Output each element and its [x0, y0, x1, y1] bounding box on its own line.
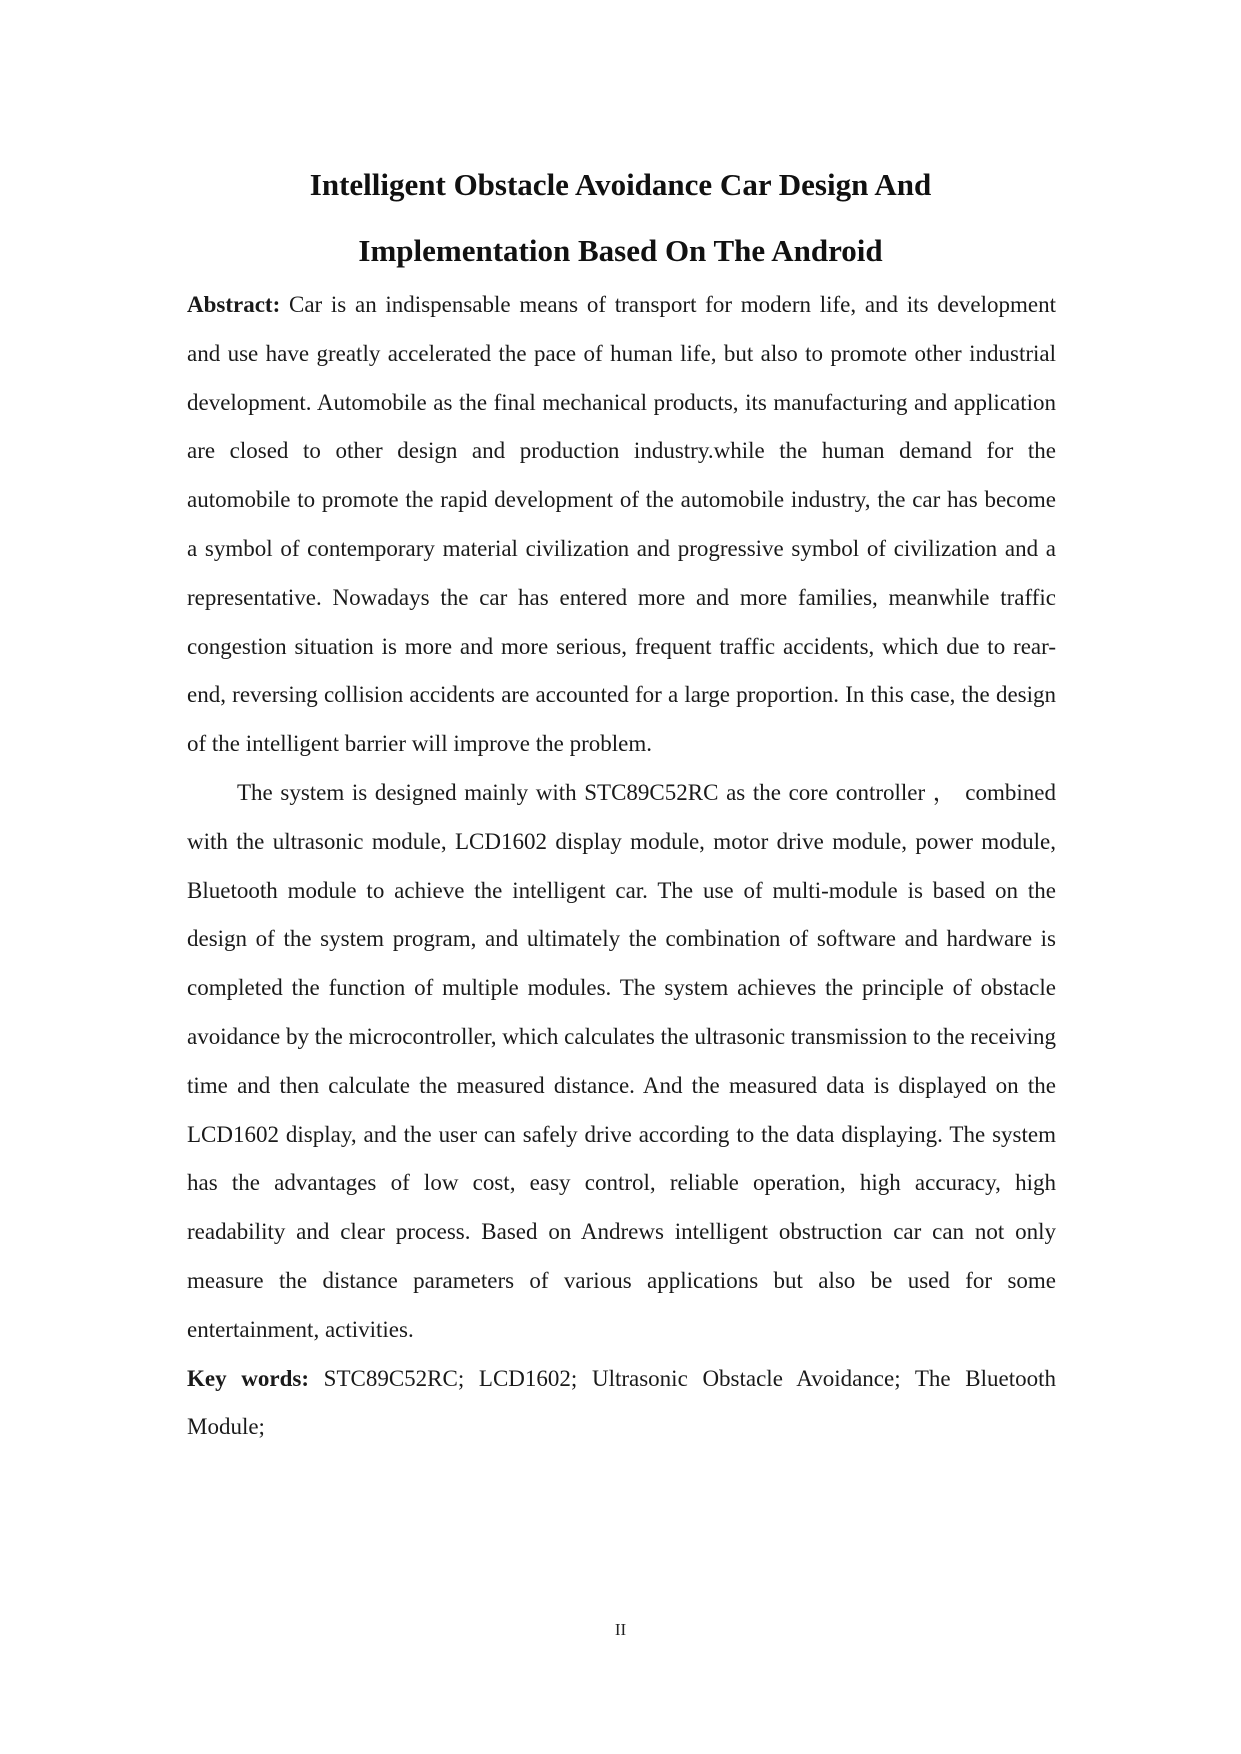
keywords-paragraph [187, 1355, 1056, 1453]
abstract-paragraph-1 [187, 281, 1056, 769]
title-line-1: Intelligent Obstacle Avoidance Car Design And [309, 167, 932, 202]
abstract-text-1: Car is an indispensable means of transport for modern life, and its development and use have greatly accelerated the pace of human life, but also to promote other industrial development. Automobile as the final mechanical products, its manufacturing and application are closed to other design and production industry.while the human demand for the automobile to promote the rapid development of the automobile industry, the car has become a symbol of contemporary material civilization and progressive symbol of civilization and a representative. Nowadays the car has entered more and more families, meanwhile traffic congestion situation is more and more serious, frequent traffic accidents, which due to rear-end, reversing collision accidents are accounted for a large proportion. In this case, the design of the intelligent barrier will improve the problem. [187, 292, 1057, 757]
keywords-label: Key words: [187, 1365, 309, 1391]
title-block [150, 152, 1091, 284]
abstract-paragraph-2: The system is designed mainly with STC89C52RC as the core controller ， combined with the ultrasonic module, LCD1602 display module, motor drive module, power module, Bluetooth module to achieve the intelligent car. The use of multi-module is based on the design of the system program, and ultimately the combination of software and hardware is completed the function of multiple modules. The system achieves the principle of obstacle avoidance by the microcontroller, which calculates the ultrasonic transmission to the receiving time and then calculate the measured distance. And the measured data is displayed on the LCD1602 display, and the user can safely drive according to the data displaying. The system has the advantages of low cost, easy control, reliable operation, high accuracy, high readability and clear process. Based on Andrews intelligent obstruction car can not only measure the distance parameters of various applications but also be used for some entertainment, activities. [187, 779, 1056, 1342]
abstract-label: Abstract: [187, 292, 281, 317]
page-number: II [614, 1620, 627, 1639]
keywords-text: STC89C52RC; LCD1602; Ultrasonic Obstacle Avoidance; The Bluetooth Module; [187, 1365, 1056, 1440]
abstract-body [187, 281, 1056, 1452]
title-line-2: Implementation Based On The Android [358, 233, 883, 268]
